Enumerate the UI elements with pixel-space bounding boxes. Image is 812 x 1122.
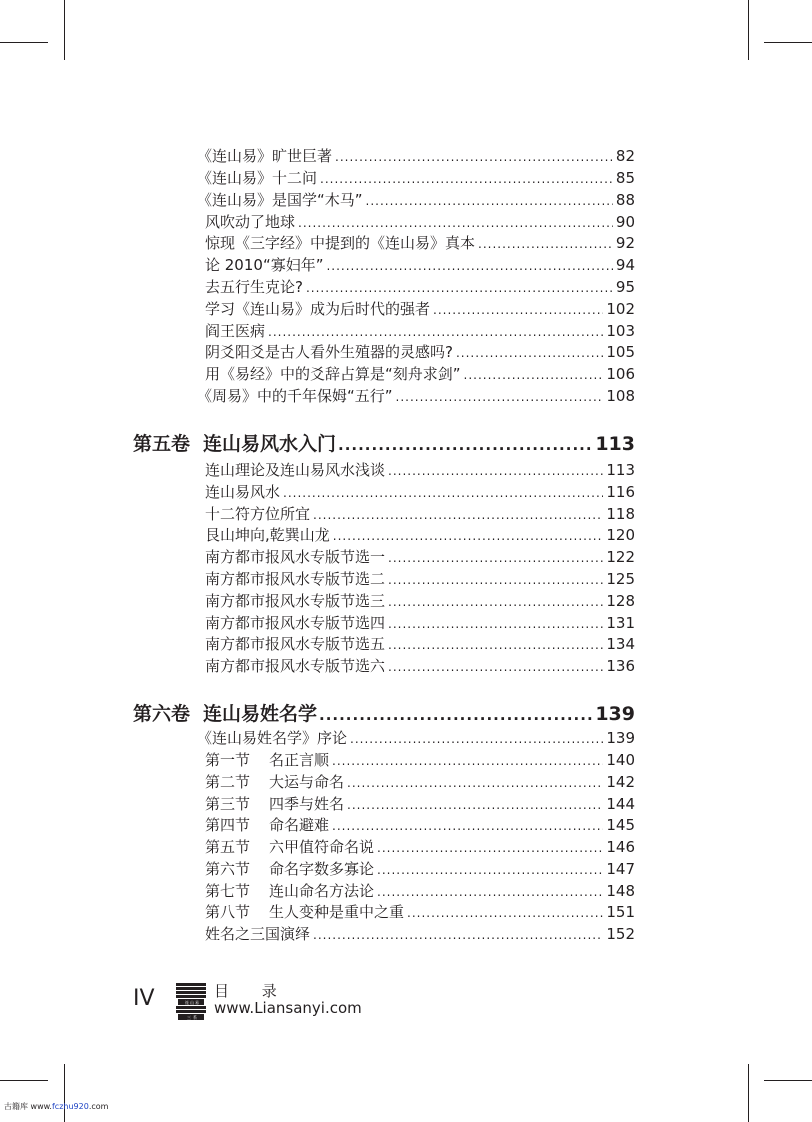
toc-entry-page: 145 bbox=[606, 816, 635, 834]
toc-entry-title: 南方都市报风水专版节选四 bbox=[205, 614, 386, 632]
toc-entry-page: 148 bbox=[606, 882, 635, 900]
toc-entry-title: 用《易经》中的爻辞占算是“刻舟求剑” bbox=[205, 365, 461, 383]
toc-entry-page: 108 bbox=[606, 387, 635, 405]
toc-entry[interactable] bbox=[205, 483, 635, 503]
toc-entry-page: 144 bbox=[606, 795, 635, 813]
toc-entry-page: 116 bbox=[606, 483, 635, 501]
logo-char: 系 bbox=[193, 1015, 197, 1020]
crop-mark bbox=[748, 1064, 749, 1122]
toc-entry-title: 艮山坤向,乾巽山龙 bbox=[205, 526, 330, 544]
crop-mark bbox=[64, 1064, 65, 1122]
dot-leader bbox=[332, 752, 603, 770]
dot-leader bbox=[433, 301, 603, 319]
toc-entry-title: 连山理论及连山易风水浅谈 bbox=[205, 461, 386, 479]
toc-entry[interactable] bbox=[205, 657, 635, 677]
crop-mark bbox=[0, 1080, 48, 1081]
toc-entry-title bbox=[205, 773, 344, 791]
toc-entry-title: 风吹动了地球 bbox=[205, 213, 296, 231]
crop-mark bbox=[764, 42, 812, 43]
toc-entry-page: 152 bbox=[606, 925, 635, 943]
dot-leader bbox=[313, 926, 603, 944]
dot-leader bbox=[319, 704, 593, 726]
toc-entry[interactable] bbox=[205, 773, 635, 793]
toc-entry[interactable] bbox=[197, 729, 635, 749]
dot-leader bbox=[335, 148, 613, 166]
watermark-prefix: 古籍库 www. bbox=[4, 1102, 52, 1111]
volume-heading[interactable] bbox=[133, 703, 635, 727]
toc-entry-title: 《连山易》十二问 bbox=[197, 169, 318, 187]
toc-entry-page: 95 bbox=[615, 278, 635, 296]
watermark-domain: fczhu920 bbox=[51, 1102, 89, 1111]
toc-entry[interactable] bbox=[205, 592, 635, 612]
dot-leader bbox=[350, 730, 603, 748]
volume-page: 113 bbox=[595, 433, 635, 455]
toc-entry[interactable] bbox=[197, 169, 635, 189]
toc-entry-title: 连山易风水 bbox=[205, 483, 281, 501]
dot-leader bbox=[388, 615, 603, 633]
crop-mark bbox=[64, 0, 65, 60]
section-title: 四季与姓名 bbox=[269, 795, 345, 813]
toc-entry-page: 122 bbox=[606, 548, 635, 566]
toc-entry[interactable] bbox=[197, 191, 635, 211]
toc-entry-title bbox=[205, 882, 374, 900]
section-title: 名正言顺 bbox=[269, 751, 330, 769]
section-number: 第七节 bbox=[205, 882, 251, 900]
dot-leader bbox=[388, 571, 603, 589]
toc-entry-title: 去五行生克论? bbox=[205, 278, 303, 296]
dot-leader bbox=[366, 192, 613, 210]
toc-entry-title bbox=[205, 903, 404, 921]
toc-entry[interactable] bbox=[205, 278, 635, 298]
toc-entry-title: 南方都市报风水专版节选六 bbox=[205, 657, 386, 675]
dot-leader bbox=[464, 366, 604, 384]
page-number: IV bbox=[133, 986, 155, 1011]
toc-entry-page: 105 bbox=[606, 343, 635, 361]
toc-entry-title: 南方都市报风水专版节选三 bbox=[205, 592, 386, 610]
toc-entry[interactable] bbox=[205, 365, 635, 385]
volume-number: 第六卷 bbox=[133, 703, 191, 725]
toc-entry-title: 学习《连山易》成为后时代的强者 bbox=[205, 300, 431, 318]
toc-entry[interactable] bbox=[205, 795, 635, 815]
section-title: 大运与命名 bbox=[269, 773, 345, 791]
section-number: 第二节 bbox=[205, 773, 251, 791]
logo-char: 山 bbox=[190, 1000, 194, 1005]
toc-entry-page: 106 bbox=[606, 365, 635, 383]
dot-leader bbox=[333, 527, 604, 545]
website-link[interactable]: www.Liansanyi.com bbox=[214, 999, 362, 1017]
section-title: 生人变种是重中之重 bbox=[269, 903, 405, 921]
toc-entry-page: 125 bbox=[606, 570, 635, 588]
toc-entry-page: 142 bbox=[606, 773, 635, 791]
section-title: 连山命名方法论 bbox=[269, 882, 375, 900]
toc-entry-page: 92 bbox=[615, 234, 635, 252]
toc-entry[interactable] bbox=[205, 635, 635, 655]
dot-leader bbox=[396, 388, 604, 406]
dot-leader bbox=[338, 434, 593, 456]
toc-entry-title: 《连山易》是国学“木马” bbox=[197, 191, 363, 209]
dot-leader bbox=[268, 323, 603, 341]
dot-leader bbox=[320, 170, 613, 188]
toc-entry-title bbox=[205, 860, 374, 878]
toc-entry-page: 82 bbox=[615, 147, 635, 165]
logo-char: 易 bbox=[195, 1000, 199, 1005]
dot-leader bbox=[388, 462, 603, 480]
dot-leader bbox=[347, 796, 603, 814]
dot-leader bbox=[347, 774, 603, 792]
section-title: 命名字数多寡论 bbox=[269, 860, 375, 878]
toc-entry[interactable] bbox=[205, 903, 635, 923]
toc-entry-title: 南方都市报风水专版节选五 bbox=[205, 635, 386, 653]
dot-leader bbox=[388, 593, 603, 611]
crop-mark bbox=[748, 0, 749, 60]
toc-entry-title: 十二符方位所宜 bbox=[205, 505, 311, 523]
watermark-suffix: .com bbox=[88, 1102, 109, 1111]
dot-leader bbox=[306, 279, 613, 297]
toc-entry-title: 《连山易姓名学》序论 bbox=[197, 729, 348, 747]
section-number: 第四节 bbox=[205, 816, 251, 834]
toc-entry-title: 论 2010“寡妇年” bbox=[205, 256, 324, 274]
toc-entry[interactable] bbox=[205, 860, 635, 880]
volume-page: 139 bbox=[595, 703, 635, 725]
dot-leader bbox=[377, 861, 603, 879]
section-number: 第六节 bbox=[205, 860, 251, 878]
toc-entry-title bbox=[205, 751, 329, 769]
toc-entry-title: 惊现《三字经》中提到的《连山易》真本 bbox=[205, 234, 476, 252]
toc-entry-page: 103 bbox=[606, 322, 635, 340]
dot-leader bbox=[388, 658, 603, 676]
dot-leader bbox=[326, 257, 612, 275]
dot-leader bbox=[377, 839, 603, 857]
dot-leader bbox=[478, 235, 613, 253]
toc-entry[interactable] bbox=[205, 614, 635, 634]
section-number: 第五节 bbox=[205, 838, 251, 856]
dot-leader bbox=[388, 636, 603, 654]
toc-entry-page: 113 bbox=[606, 461, 635, 479]
toc-entry-title: 阎王医病 bbox=[205, 322, 266, 340]
toc-entry-page: 88 bbox=[615, 191, 635, 209]
crop-mark bbox=[0, 42, 48, 43]
dot-leader bbox=[456, 344, 603, 362]
toc-entry-page: 140 bbox=[606, 751, 635, 769]
toc-entry[interactable] bbox=[205, 505, 635, 525]
dot-leader bbox=[377, 883, 603, 901]
toc-entry-page: 134 bbox=[606, 635, 635, 653]
section-title: 命名避难 bbox=[269, 816, 330, 834]
publisher-logo bbox=[176, 983, 206, 1021]
section-label: 目 录 bbox=[214, 982, 291, 1000]
toc-entry-page: 120 bbox=[606, 526, 635, 544]
section-number: 第八节 bbox=[205, 903, 251, 921]
toc-entry[interactable] bbox=[205, 322, 635, 342]
crop-mark bbox=[764, 1080, 812, 1081]
toc-entry[interactable] bbox=[205, 213, 635, 233]
toc-entry[interactable] bbox=[205, 838, 635, 858]
toc-entry[interactable] bbox=[205, 816, 635, 836]
section-number: 第三节 bbox=[205, 795, 251, 813]
toc-entry[interactable] bbox=[205, 256, 635, 276]
toc-entry[interactable] bbox=[197, 147, 635, 167]
toc-entry[interactable] bbox=[205, 300, 635, 320]
dot-leader bbox=[283, 484, 603, 502]
dot-leader bbox=[332, 817, 603, 835]
toc-entry[interactable] bbox=[205, 548, 635, 568]
toc-entry-title: 阴爻阳爻是古人看外生殖器的灵感吗? bbox=[205, 343, 453, 361]
toc-entry[interactable] bbox=[205, 526, 635, 546]
volume-number: 第五卷 bbox=[133, 433, 191, 455]
dot-leader bbox=[313, 506, 603, 524]
toc-entry[interactable] bbox=[205, 343, 635, 363]
toc-entry[interactable] bbox=[197, 387, 635, 407]
toc-entry-title: 《周易》中的千年保姆“五行” bbox=[197, 387, 393, 405]
dot-leader bbox=[407, 904, 603, 922]
toc-entry-page: 128 bbox=[606, 592, 635, 610]
toc-entry-title bbox=[205, 816, 329, 834]
toc-entry-page: 146 bbox=[606, 838, 635, 856]
dot-leader bbox=[388, 549, 603, 567]
toc-entry-title: 南方都市报风水专版节选一 bbox=[205, 548, 386, 566]
toc-entry-title: 姓名之三国演绎 bbox=[205, 925, 311, 943]
toc-entry-page: 136 bbox=[606, 657, 635, 675]
logo-char: 连 bbox=[185, 1000, 189, 1005]
toc-entry-page: 131 bbox=[606, 614, 635, 632]
toc-entry[interactable] bbox=[205, 882, 635, 902]
logo-char: 三 bbox=[187, 1015, 191, 1020]
toc-entry-page: 85 bbox=[615, 169, 635, 187]
volume-title: 连山易姓名学 bbox=[203, 703, 318, 725]
toc-entry[interactable] bbox=[205, 461, 635, 481]
toc-entry-page: 147 bbox=[606, 860, 635, 878]
toc-entry-page: 94 bbox=[615, 256, 635, 274]
toc-entry[interactable] bbox=[205, 925, 635, 945]
toc-entry-page: 90 bbox=[615, 213, 635, 231]
toc-entry-page: 139 bbox=[606, 729, 635, 747]
toc-entry-page: 118 bbox=[606, 505, 635, 523]
toc-entry[interactable] bbox=[205, 570, 635, 590]
toc-entry[interactable] bbox=[205, 751, 635, 771]
volume-heading[interactable] bbox=[133, 433, 635, 457]
toc-entry-title: 南方都市报风水专版节选二 bbox=[205, 570, 386, 588]
section-number: 第一节 bbox=[205, 751, 251, 769]
toc-entry-title bbox=[205, 838, 374, 856]
section-title: 六甲值符命名说 bbox=[269, 838, 375, 856]
toc-entry-title bbox=[205, 795, 344, 813]
watermark bbox=[4, 1101, 108, 1112]
dot-leader bbox=[298, 214, 613, 232]
volume-title: 连山易风水入门 bbox=[203, 433, 337, 455]
toc-entry-title: 《连山易》旷世巨著 bbox=[197, 147, 333, 165]
toc-entry-page: 102 bbox=[606, 300, 635, 318]
toc-entry-page: 151 bbox=[606, 903, 635, 921]
toc-entry[interactable] bbox=[205, 234, 635, 254]
